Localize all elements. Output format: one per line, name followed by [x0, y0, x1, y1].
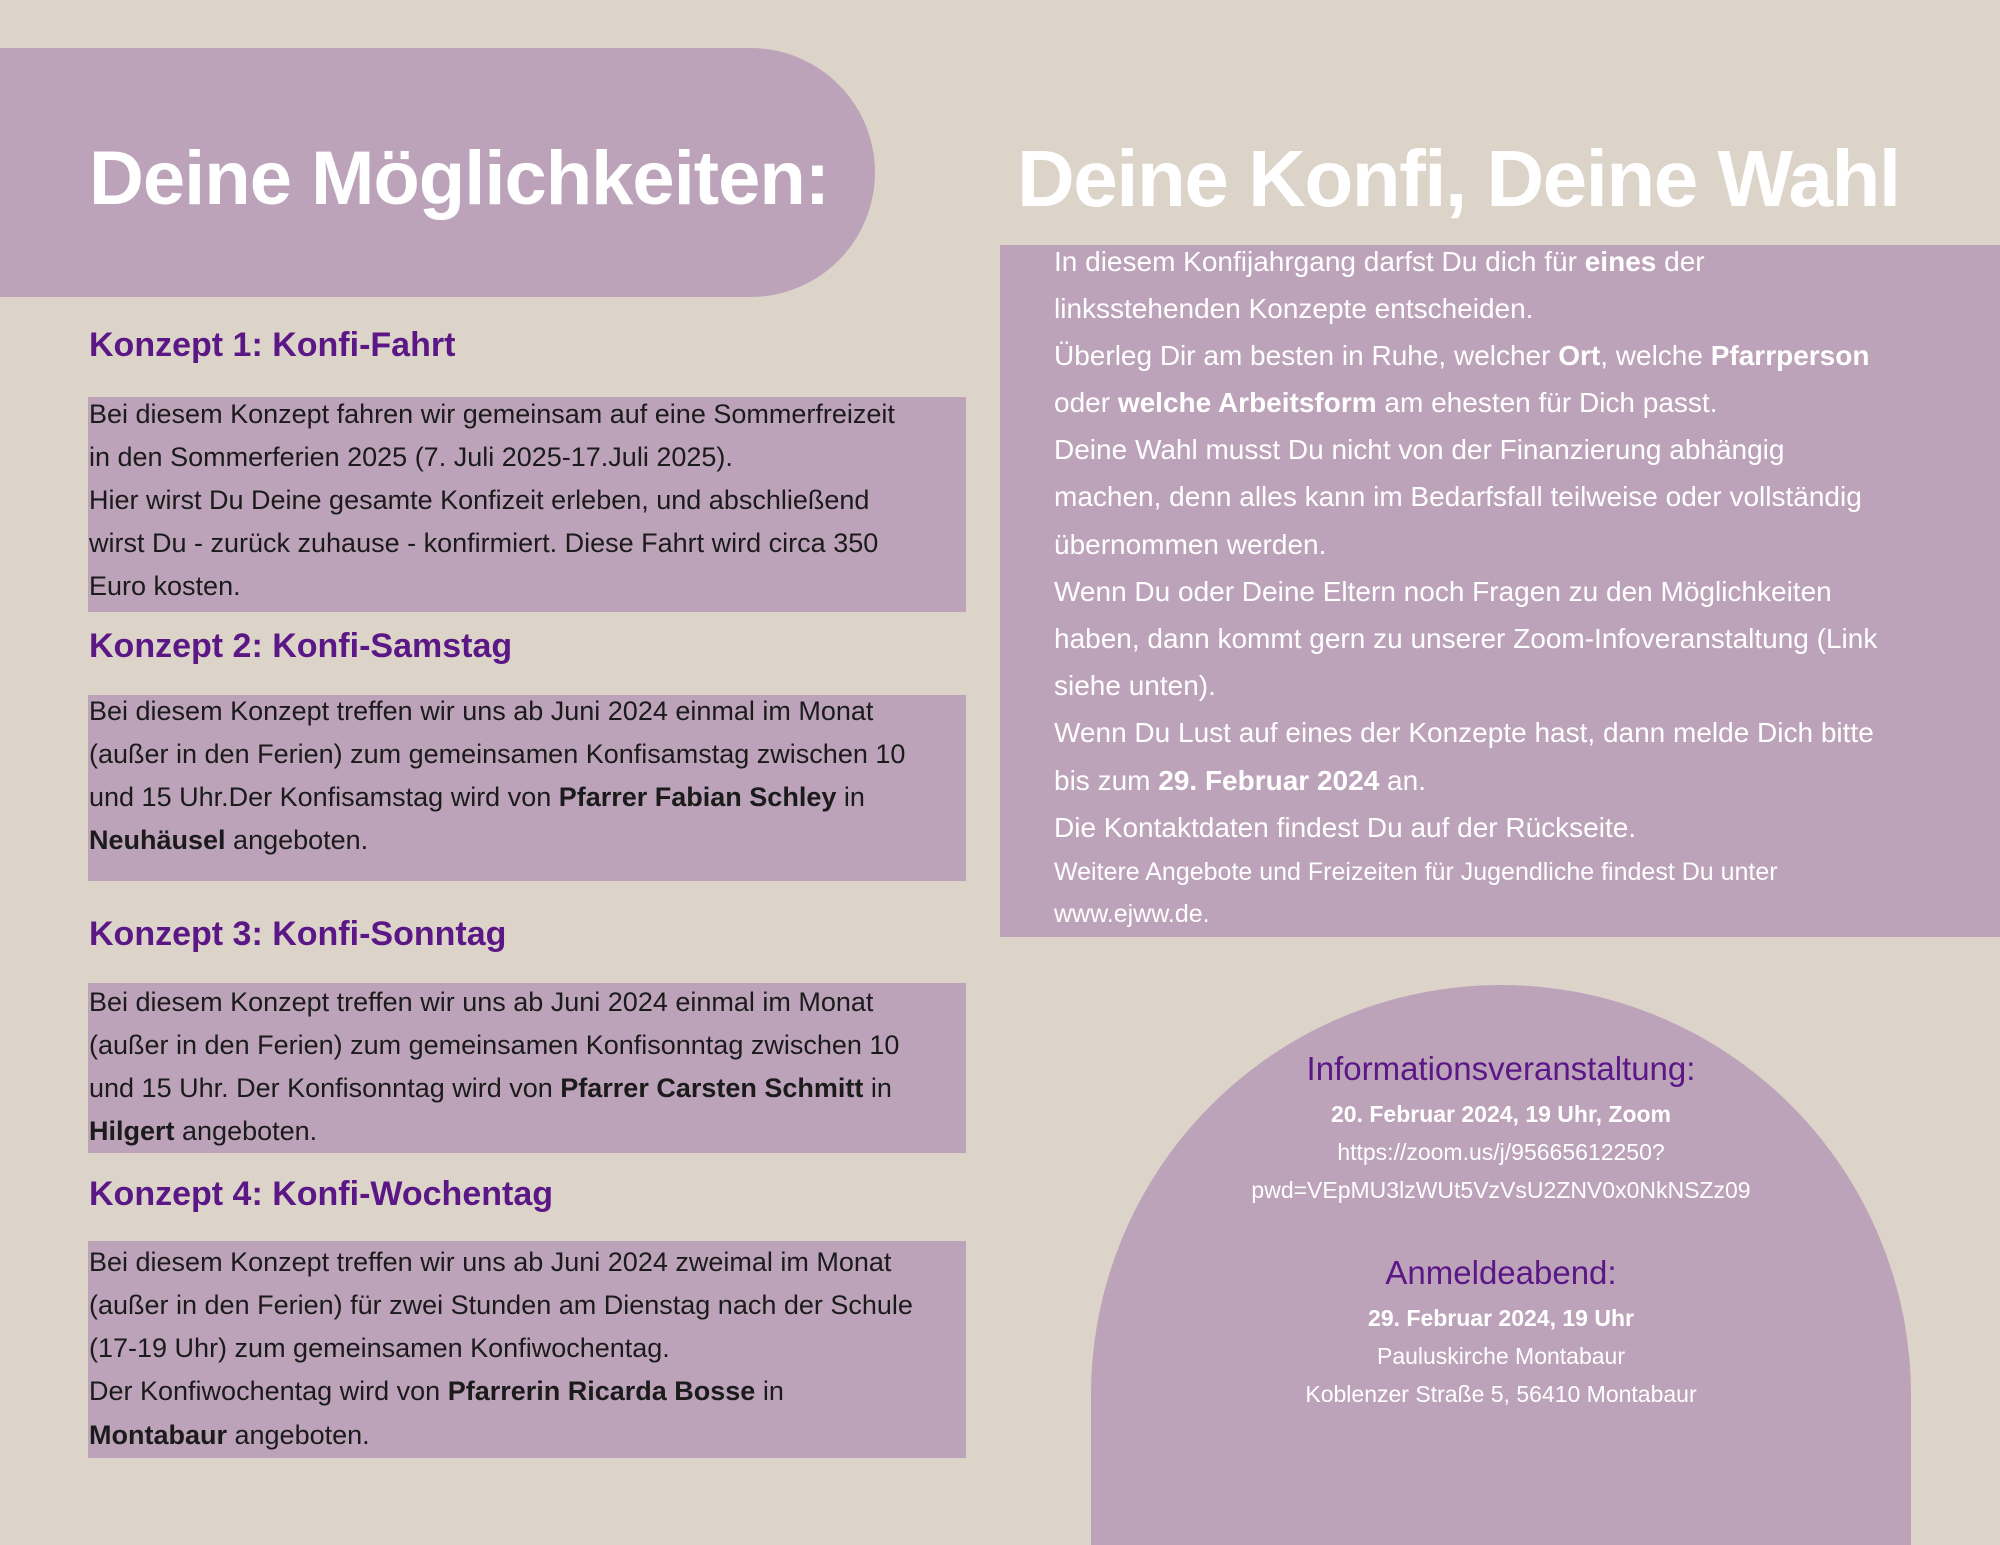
- concept-line-text: angeboten.: [225, 825, 369, 856]
- pastor-name: Pfarrer Fabian Schley: [558, 782, 837, 813]
- registration-venue: Pauluskirche Montabaur: [1376, 1343, 1626, 1369]
- concept-text-line: [89, 1067, 964, 1110]
- location-name: Montabaur: [89, 1419, 227, 1450]
- intro-line: linksstehenden Konzepte entscheiden.: [1054, 292, 1534, 324]
- concept-text-line: Bei diesem Konzept treffen wir uns ab Juni 2024 einmal im Monat: [89, 695, 874, 726]
- concept-text-line: Hier wirst Du Deine gesamte Konfizeit erleben, und abschließend: [89, 484, 870, 515]
- concept-text-line: wirst Du - zurück zuhause - konfirmiert. Diese Fahrt wird circa 350: [89, 528, 879, 559]
- concept-line-text: angeboten.: [174, 1116, 318, 1147]
- registration-address: Koblenzer Straße 5, 56410 Montabaur: [1305, 1381, 1697, 1407]
- intro-line: siehe unten).: [1054, 670, 1216, 702]
- concept-1-heading: Konzept 1: Konfi-Fahrt: [89, 326, 456, 364]
- concept-line-text: in: [836, 782, 865, 813]
- intro-line: [1054, 379, 1984, 426]
- concept-text-line: Euro kosten.: [89, 571, 241, 602]
- concept-text-line: [89, 776, 964, 819]
- intro-line: [1054, 332, 1984, 379]
- concept-2-text: [89, 690, 964, 863]
- concept-line-text: und 15 Uhr.Der Konfisamstag wird von: [89, 782, 559, 813]
- intro-line: [1054, 757, 1984, 804]
- concept-text-line: [89, 1110, 964, 1153]
- concept-text-line: [89, 819, 964, 862]
- concept-text-line: (außer in den Ferien) für zwei Stunden am Dienstag nach der Schule: [89, 1289, 913, 1320]
- emphasis-text: welche Arbeitsform: [1117, 387, 1377, 419]
- registration-date: 29. Februar 2024, 19 Uhr: [1368, 1304, 1634, 1331]
- intro-line: machen, denn alles kann im Bedarfsfall teilweise oder vollständig: [1054, 481, 1862, 513]
- intro-line: haben, dann kommt gern zu unserer Zoom-Infoveranstaltung (Link: [1054, 623, 1878, 654]
- emphasis-text: eines: [1584, 245, 1657, 277]
- intro-line: [1054, 238, 1984, 285]
- intro-line-text: In diesem Konfijahrgang darfst Du dich für: [1054, 245, 1585, 277]
- zoom-link-line: pwd=VEpMU3lzWUt5VzVsU2ZNV0x0NkNSZz09: [1251, 1177, 1751, 1203]
- concept-line-text: Der Konfiwochentag wird von: [89, 1376, 448, 1407]
- concept-text-line: [89, 1370, 964, 1413]
- concept-text-line: Bei diesem Konzept treffen wir uns ab Juni 2024 zweimal im Monat: [89, 1246, 892, 1277]
- registration-heading: Anmeldeabend:: [1385, 1254, 1617, 1291]
- concept-text-line: (außer in den Ferien) zum gemeinsamen Konfisamstag zwischen 10: [89, 738, 906, 769]
- concept-text-line: (17-19 Uhr) zum gemeinsamen Konfiwochentag.: [89, 1333, 670, 1364]
- concept-4-text: [89, 1241, 964, 1457]
- concept-text-line: (außer in den Ferien) zum gemeinsamen Konfisonntag zwischen 10: [89, 1029, 900, 1060]
- concept-1-text: [89, 393, 964, 609]
- choice-title: Deine Konfi, Deine Wahl: [1017, 134, 1900, 223]
- concept-3-heading: Konzept 3: Konfi-Sonntag: [89, 915, 507, 953]
- intro-line: Die Kontaktdaten findest Du auf der Rückseite.: [1054, 811, 1637, 843]
- zoom-link-line: https://zoom.us/j/95665612250?: [1337, 1139, 1665, 1165]
- intro-line-text: am ehesten für Dich passt.: [1376, 387, 1718, 419]
- concept-3-text: [89, 981, 964, 1154]
- concept-text-line: [89, 1414, 964, 1457]
- emphasis-text: Pfarrperson: [1710, 339, 1870, 371]
- location-name: Hilgert: [89, 1116, 175, 1147]
- info-event-date: 20. Februar 2024, 19 Uhr, Zoom: [1330, 1100, 1672, 1127]
- intro-line-text: an.: [1379, 764, 1426, 796]
- intro-line-text: oder: [1054, 387, 1118, 419]
- website-line: www.ejww.de.: [1054, 899, 1210, 928]
- emphasis-text: 29. Februar 2024: [1158, 764, 1380, 796]
- concept-4-heading: Konzept 4: Konfi-Wochentag: [89, 1175, 553, 1213]
- concept-line-text: und 15 Uhr. Der Konfisonntag wird von: [89, 1072, 561, 1103]
- intro-text: [1054, 238, 1984, 935]
- intro-line: Wenn Du Lust auf eines der Konzepte hast, dann melde Dich bitte: [1054, 717, 1874, 749]
- pastor-name: Pfarrer Carsten Schmitt: [560, 1072, 864, 1103]
- emphasis-text: Ort: [1558, 339, 1601, 371]
- concept-text-line: Bei diesem Konzept fahren wir gemeinsam auf eine Sommerfreizeit: [89, 398, 895, 429]
- concept-2-heading: Konzept 2: Konfi-Samstag: [89, 627, 513, 665]
- pastor-name: Pfarrerin Ricarda Bosse: [447, 1376, 756, 1407]
- concept-text-line: in den Sommerferien 2025 (7. Juli 2025-17.Juli 2025).: [89, 441, 733, 472]
- location-name: Neuhäusel: [89, 825, 226, 856]
- intro-line-text: Überleg Dir am besten in Ruhe, welcher: [1054, 339, 1559, 371]
- intro-line-text: der: [1656, 245, 1705, 277]
- intro-line: übernommen werden.: [1054, 528, 1327, 560]
- footer-line: Weitere Angebote und Freizeiten für Jugendliche findest Du unter: [1054, 857, 1778, 886]
- concept-text-line: Bei diesem Konzept treffen wir uns ab Juni 2024 einmal im Monat: [89, 986, 874, 1017]
- options-title: Deine Möglichkeiten:: [89, 136, 830, 221]
- concept-line-text: in: [755, 1376, 784, 1407]
- intro-line: Deine Wahl musst Du nicht von der Finanzierung abhängig: [1054, 434, 1785, 466]
- info-event-heading: Informationsveranstaltung:: [1306, 1050, 1696, 1087]
- concept-line-text: in: [863, 1072, 892, 1103]
- intro-line-text: , welche: [1600, 339, 1711, 371]
- concept-line-text: angeboten.: [227, 1419, 370, 1450]
- intro-line: Wenn Du oder Deine Eltern noch Fragen zu den Möglichkeiten: [1054, 575, 1832, 607]
- intro-line-text: bis zum: [1054, 764, 1159, 796]
